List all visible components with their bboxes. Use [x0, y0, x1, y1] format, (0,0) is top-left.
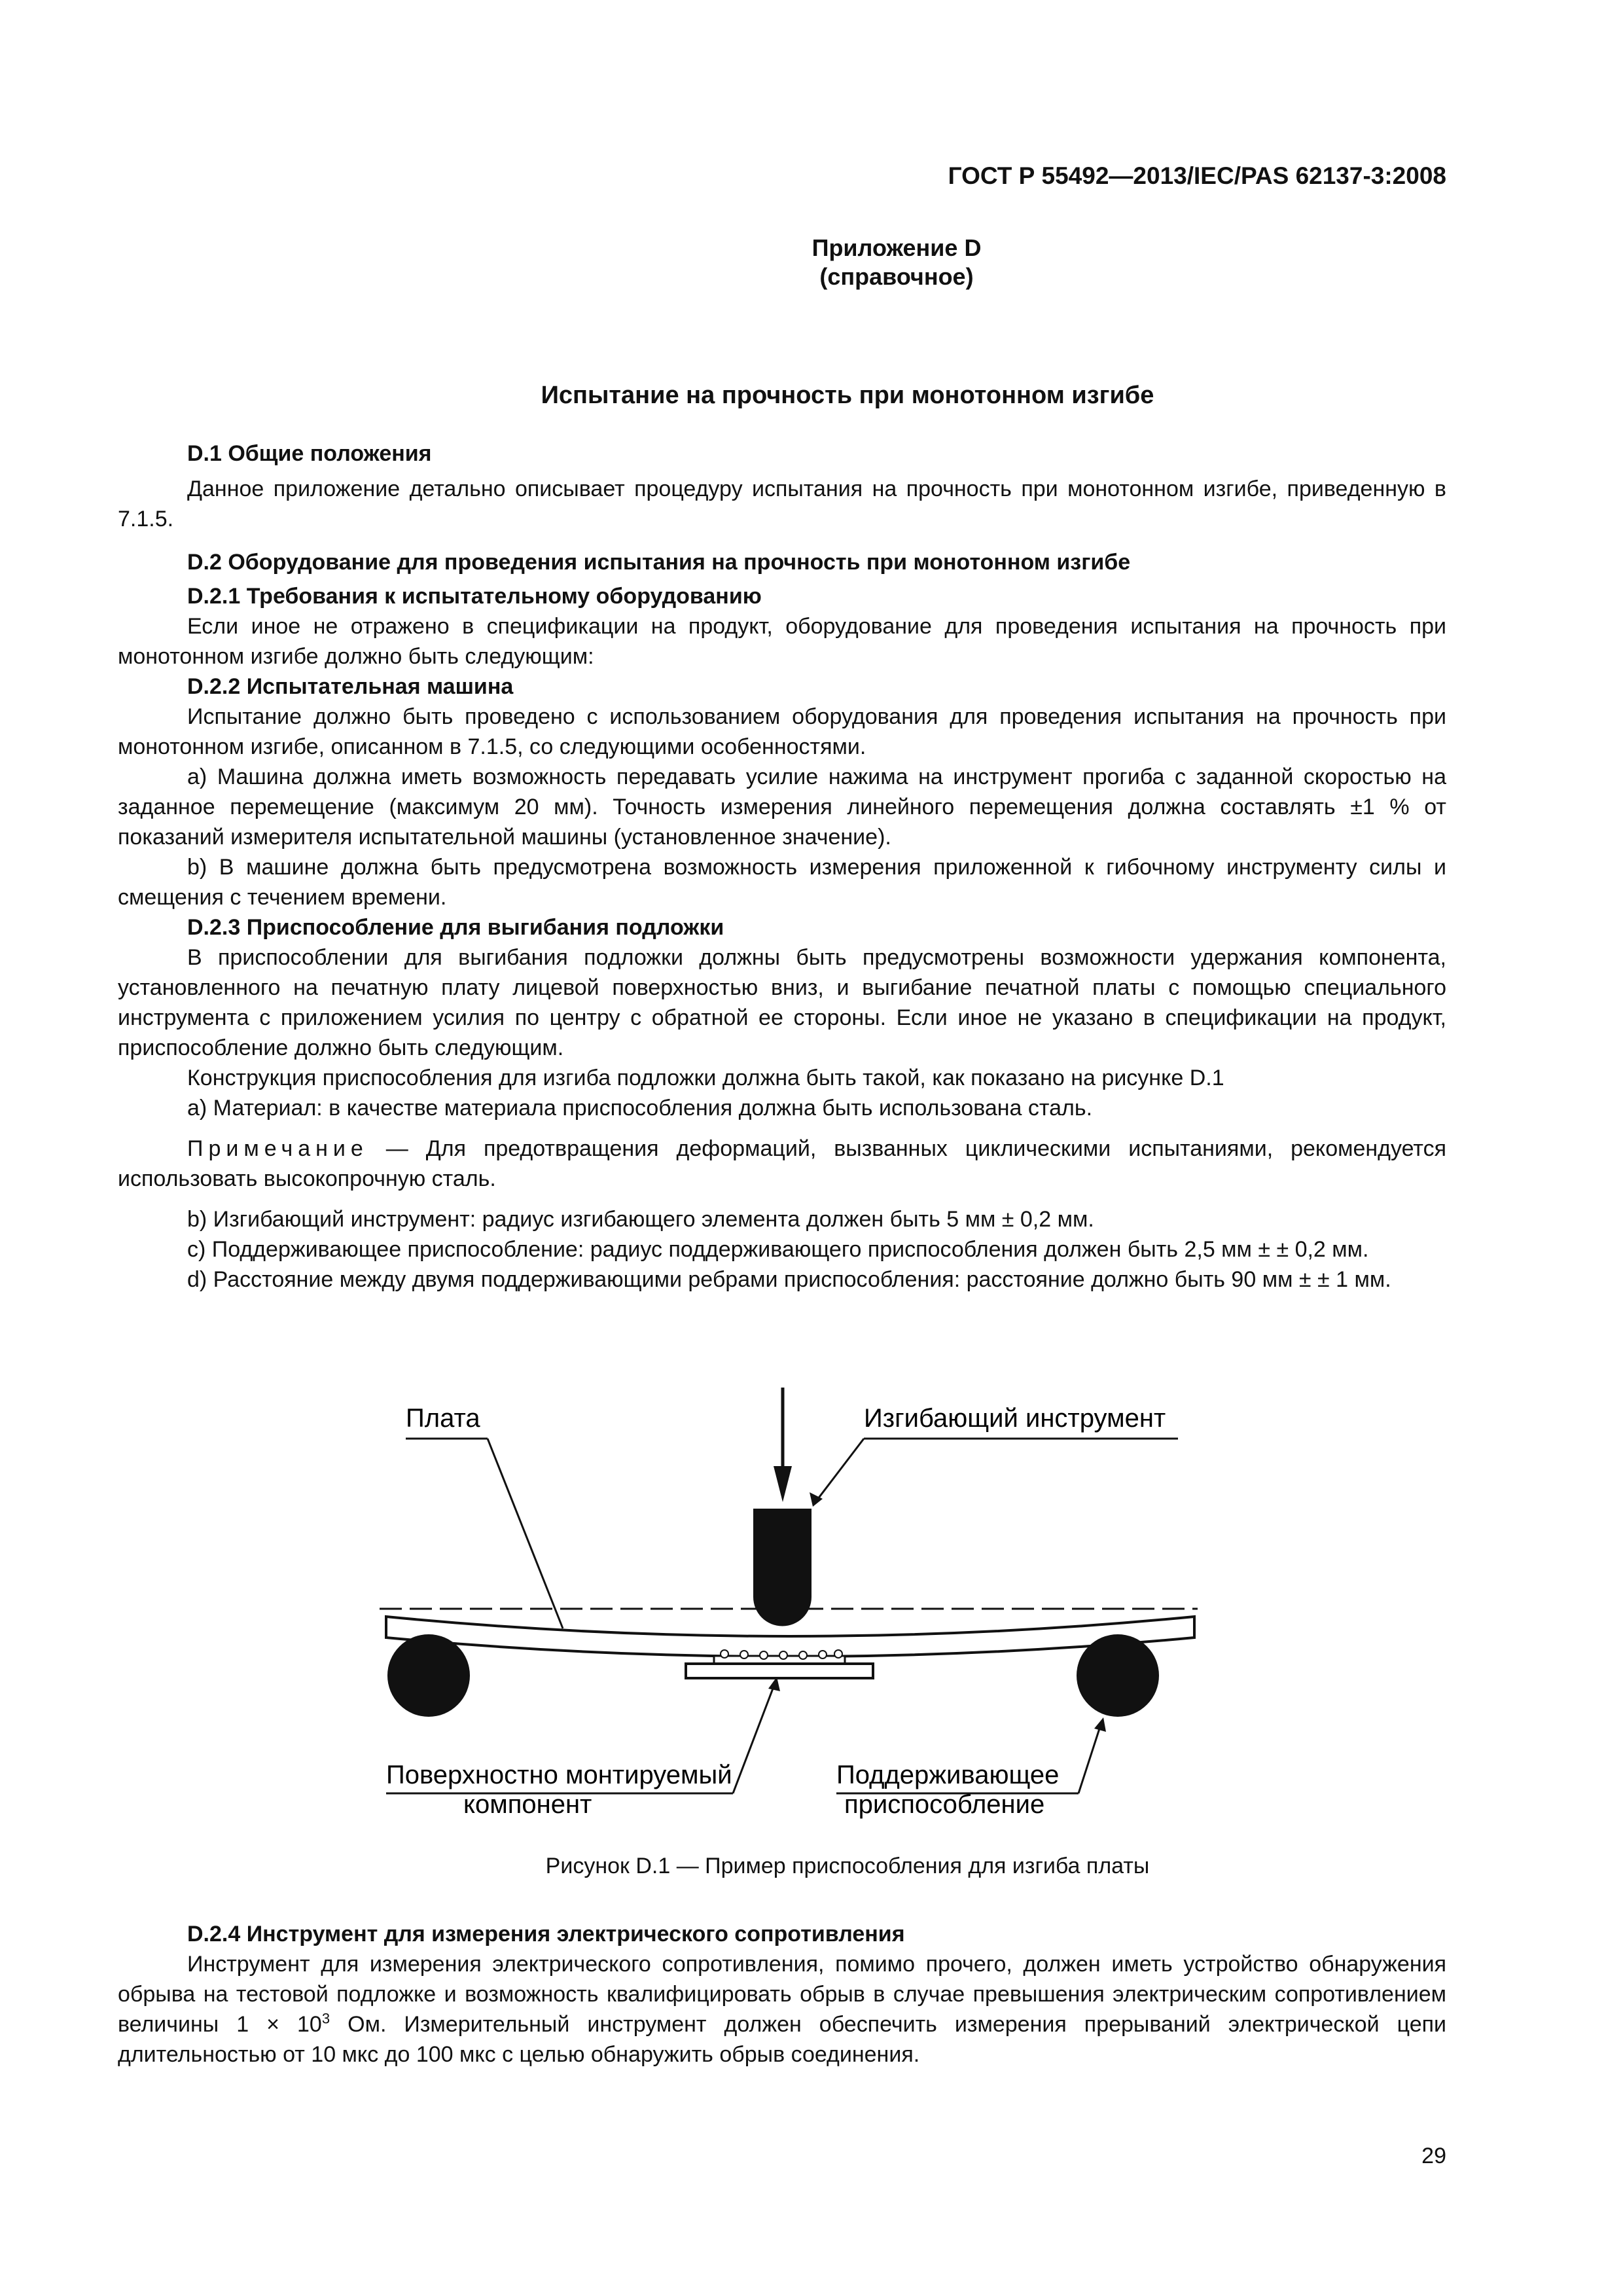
- section-d23-heading: D.2.3 Приспособление для выгибания подложки: [187, 915, 724, 940]
- section-d1-heading: D.1 Общие положения: [187, 441, 432, 466]
- note-text: — Для предотвращения деформаций, вызванных циклическими испытаниями, рекомендуется использовать высокопрочную сталь.: [118, 1136, 1446, 1191]
- d24-text-part2: Ом. Измерительный инструмент должен обеспечить измерения прерываний электрической цепи длительностью от 10 мкс до 100 мкс с целью обнаружить обрыв соединения.: [118, 2012, 1447, 2067]
- section-d2-heading: D.2 Оборудование для проведения испытания на прочность при монотонном изгибе: [187, 550, 1131, 575]
- label-support-line1: Поддерживающее: [836, 1761, 1060, 1789]
- bending-tool: [753, 1509, 812, 1626]
- section-d22-paragraph: Испытание должно быть проведено с использованием оборудования для проведения испытания на прочность при монотонном изгибе, описанном в 7.1.5, со следующими особенностями.: [118, 704, 1446, 759]
- leader-board: [488, 1439, 563, 1628]
- figure-d1: [366, 1368, 1204, 1820]
- section-d23-item-b: b) Изгибающий инструмент: радиус изгибающего элемента должен быть 5 мм ± 0,2 мм.: [187, 1207, 1094, 1232]
- section-d23-paragraph-2: Конструкция приспособления для изгиба подложки должна быть такой, как показано на рисунке D.1: [187, 1066, 1224, 1090]
- section-d24-paragraph: [118, 1949, 1446, 2070]
- body-text-continued: [118, 1919, 1446, 2070]
- label-component-line2: компонент: [463, 1790, 592, 1819]
- document-title: Испытание на прочность при монотонном изгибе: [541, 382, 1154, 409]
- figure-caption: Рисунок D.1 — Пример приспособления для изгиба платы: [545, 1854, 1150, 1878]
- d24-text-part1: Инструмент для измерения электрического сопротивления, помимо прочего, должен иметь устройство обнаружения обрыва на тестовой подложке и возможность квалифицировать обрыв в случае превышения электрическим сопротивлением величины 1 × 10: [118, 1952, 1446, 2037]
- label-bending-tool: Изгибающий инструмент: [864, 1404, 1166, 1433]
- section-d23-item-c: c) Поддерживающее приспособление: радиус поддерживающего приспособления должен быть 2,5 мм ± ± 0,2 мм.: [187, 1237, 1369, 1262]
- appendix-subtitle: (справочное): [819, 263, 974, 290]
- force-arrow-head: [774, 1466, 792, 1502]
- leader-support: [1079, 1725, 1101, 1793]
- bending-fixture-diagram: [366, 1368, 1204, 1820]
- leader-component: [733, 1683, 775, 1793]
- section-d23-note: [118, 1134, 1446, 1194]
- section-d1-paragraph: Данное приложение детально описывает процедуру испытания на прочность при монотонном изгибе, приведенную в 7.1.5.: [118, 476, 1446, 531]
- section-d22-item-a: a) Машина должна иметь возможность передавать усилие нажима на инструмент прогиба с заданной скоростью на заданное перемещение (максимум 20 мм). Точность измерения линейного перемещения должна составлять ±1 % от показаний измерителя испытательной машины (установленное значение).: [118, 764, 1446, 850]
- note-label: Примечание: [187, 1136, 368, 1161]
- section-d24-heading: D.2.4 Инструмент для измерения электрического сопротивления: [187, 1922, 905, 1946]
- section-d21-heading: D.2.1 Требования к испытательному оборудованию: [187, 584, 762, 609]
- section-d22-heading: D.2.2 Испытательная машина: [187, 674, 514, 699]
- section-d22-item-b: b) В машине должна быть предусмотрена возможность измерения приложенной к гибочному инструменту силы и смещения с течением времени.: [118, 855, 1446, 910]
- label-component-line1: Поверхностно монтируемый: [386, 1761, 732, 1789]
- leader-tool: [815, 1439, 864, 1502]
- section-d21-paragraph: Если иное не отражено в спецификации на продукт, оборудование для проведения испытания на прочность при монотонном изгибе должно быть следующим:: [118, 614, 1446, 669]
- d24-exponent: 3: [321, 2010, 330, 2027]
- section-d23-item-a: a) Материал: в качестве материала приспособления должна быть использована сталь.: [187, 1096, 1093, 1121]
- standard-code: ГОСТ Р 55492—2013/IEC/PAS 62137-3:2008: [948, 162, 1446, 189]
- page-number: 29: [1421, 2144, 1446, 2168]
- body-text: [118, 439, 1446, 1295]
- label-board: Плата: [406, 1404, 480, 1433]
- section-d23-paragraph-1: В приспособлении для выгибания подложки должны быть предусмотрены возможности удержания компонента, установленного на печатную плату лицевой поверхностью вниз, и выгибание печатной платы с помощью специального инструмента с приложением усилия по центру с обратной ее стороны. Если иное не указано в спецификации на продукт, приспособление должно быть следующим.: [118, 945, 1446, 1060]
- section-d23-item-d: d) Расстояние между двумя поддерживающими ребрами приспособления: расстояние должно быть 90 мм ± ± 1 мм.: [187, 1267, 1391, 1292]
- appendix-title: Приложение D: [812, 234, 982, 261]
- support-roller-right: [1077, 1634, 1159, 1717]
- label-support-line2: приспособление: [844, 1790, 1045, 1819]
- support-roller-left: [387, 1634, 470, 1717]
